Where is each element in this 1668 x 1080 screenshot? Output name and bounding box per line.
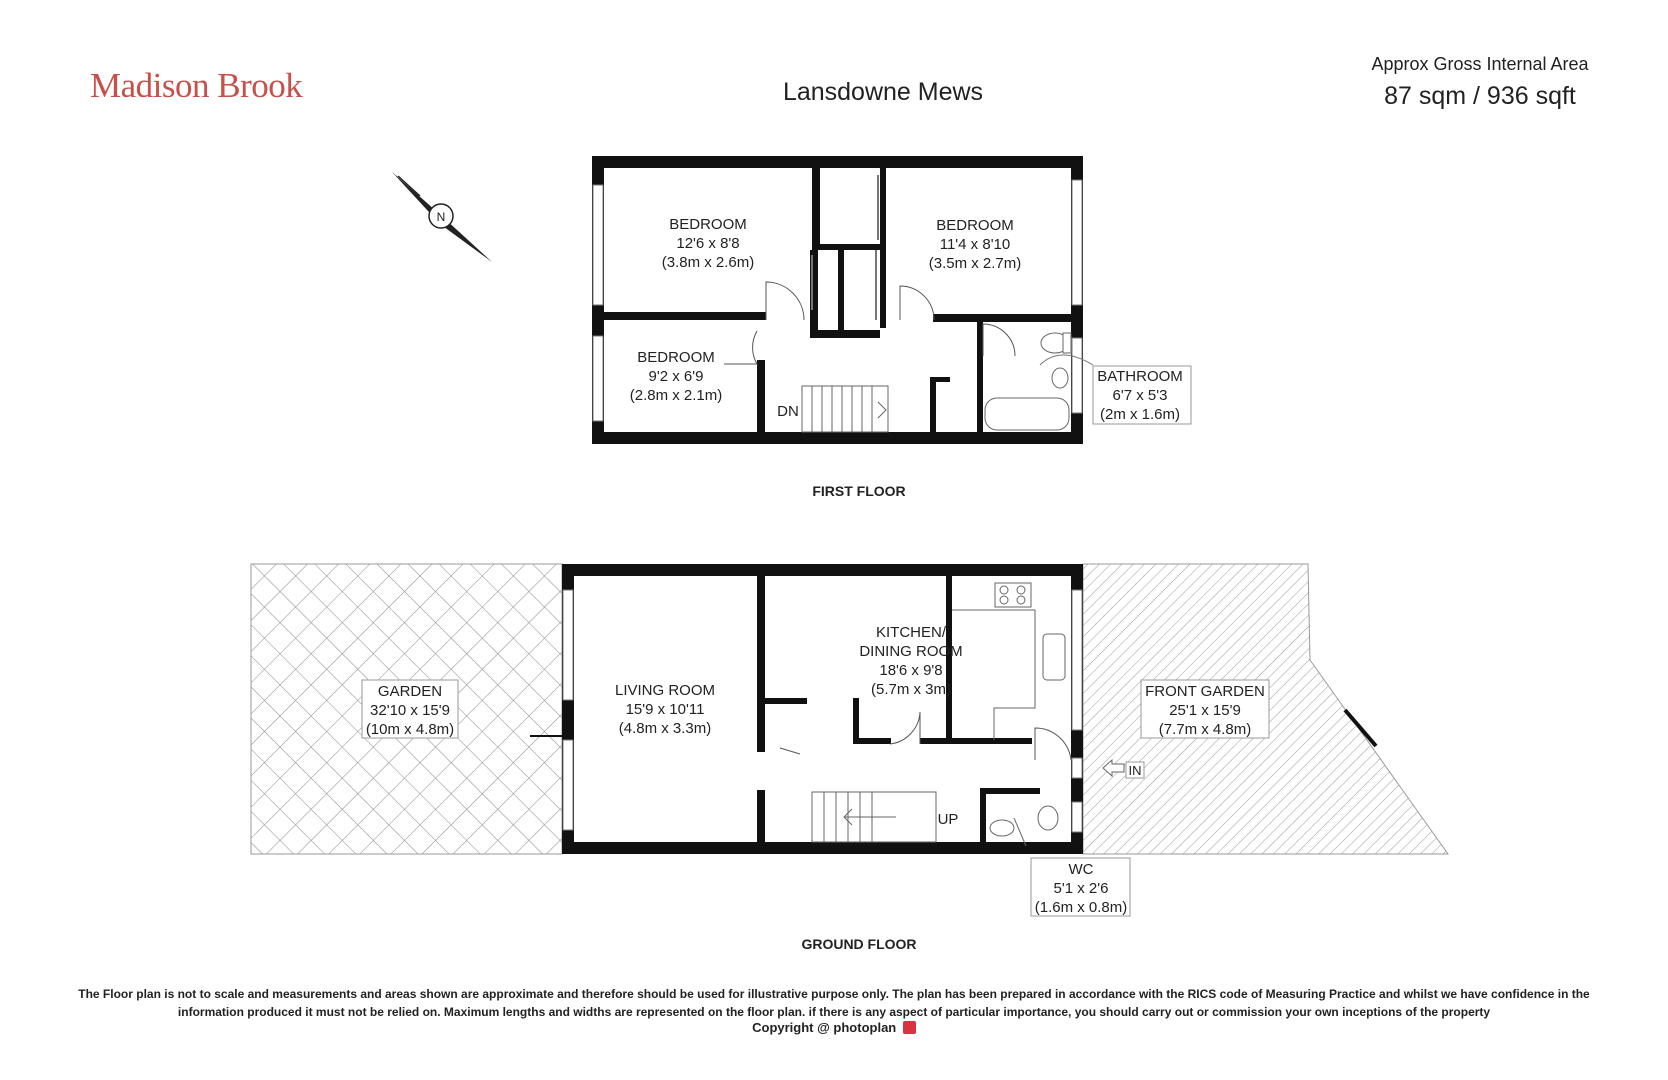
disclaimer-text: The Floor plan is not to scale and measurements and areas shown are approximate and therefore should be used for illustrative purpose only. The plan has been prepared in accordance with the RICS code of Measuring Practice and whilst we have confidence in the information produced it must not be relied on. Maximum lengths and widths are represented on the floor plan. if there is any aspect of particular importance, you should carry out or commission your own inceptions of the property (78, 987, 1590, 1019)
svg-text:(2.8m x 2.1m): (2.8m x 2.1m) (629, 387, 723, 404)
svg-text:(3.5m x 2.7m): (3.5m x 2.7m) (928, 255, 1022, 272)
svg-text:(10m x 4.8m): (10m x 4.8m) (365, 721, 455, 738)
svg-text:(7.7m x 4.8m): (7.7m x 4.8m) (1158, 721, 1252, 738)
svg-text:11'4 x 8'10: 11'4 x 8'10 (939, 236, 1011, 253)
svg-text:(2m x 1.6m): (2m x 1.6m) (1099, 406, 1181, 423)
room-label-wc (1031, 858, 1130, 916)
svg-text:15'9 x 10'11: 15'9 x 10'11 (625, 701, 705, 718)
svg-text:(4.8m x 3.3m): (4.8m x 3.3m) (618, 720, 712, 737)
room-label-bedroom-2 (929, 217, 1022, 272)
svg-text:9'2 x 6'9: 9'2 x 6'9 (648, 368, 704, 385)
ground-floor-plan (530, 564, 1144, 854)
area-label: Approx Gross Internal Area (1371, 54, 1589, 74)
svg-text:BATHROOM: BATHROOM (1097, 368, 1183, 385)
svg-text:BEDROOM: BEDROOM (936, 217, 1014, 234)
stair-label-down: DN (777, 403, 799, 420)
svg-text:FRONT GARDEN: FRONT GARDEN (1145, 683, 1265, 700)
svg-text:BEDROOM: BEDROOM (637, 349, 715, 366)
compass-label: N (436, 210, 446, 224)
svg-text:(5.7m x 3m): (5.7m x 3m) (870, 681, 952, 698)
svg-text:GARDEN: GARDEN (377, 683, 443, 700)
svg-text:6'7 x 5'3: 6'7 x 5'3 (1112, 387, 1168, 404)
svg-text:DINING ROOM: DINING ROOM (859, 643, 963, 660)
svg-text:12'6 x 8'8: 12'6 x 8'8 (676, 235, 740, 252)
property-title: Lansdowne Mews (782, 78, 984, 106)
svg-text:32'10 x 15'9: 32'10 x 15'9 (370, 702, 450, 719)
photoplan-logo-icon (903, 1021, 916, 1034)
room-label-living-room (615, 682, 715, 737)
ground-floor-label: GROUND FLOOR (801, 936, 917, 952)
svg-text:WC: WC (1068, 861, 1094, 878)
compass-north-icon (392, 172, 492, 262)
copyright-line (0, 1020, 1668, 1035)
room-label-garden (362, 680, 458, 738)
svg-text:LIVING ROOM: LIVING ROOM (614, 682, 716, 699)
room-label-bathroom (1093, 366, 1191, 424)
svg-text:(3.8m x 2.6m): (3.8m x 2.6m) (661, 254, 755, 271)
room-label-bedroom-3 (630, 349, 723, 404)
room-label-bedroom-1 (662, 216, 755, 271)
first-floor-label: FIRST FLOOR (812, 483, 906, 499)
photoplan-brand: photoplan (833, 1020, 897, 1035)
room-label-front-garden (1141, 680, 1269, 738)
entrance-label: IN (1128, 763, 1142, 778)
brand-logo: Madison Brook (90, 66, 303, 105)
copyright-prefix: Copyright @ (752, 1020, 830, 1035)
svg-text:KITCHEN/: KITCHEN/ (875, 624, 947, 641)
svg-text:5'1 x 2'6: 5'1 x 2'6 (1053, 880, 1109, 897)
svg-text:BEDROOM: BEDROOM (669, 216, 747, 233)
svg-text:25'1 x 15'9: 25'1 x 15'9 (1169, 702, 1241, 719)
stair-label-up: UP (937, 811, 959, 828)
area-value: 87 sqm / 936 sqft (1384, 82, 1576, 110)
svg-text:(1.6m x 0.8m): (1.6m x 0.8m) (1034, 899, 1128, 916)
svg-text:18'6 x 9'8: 18'6 x 9'8 (879, 662, 943, 679)
